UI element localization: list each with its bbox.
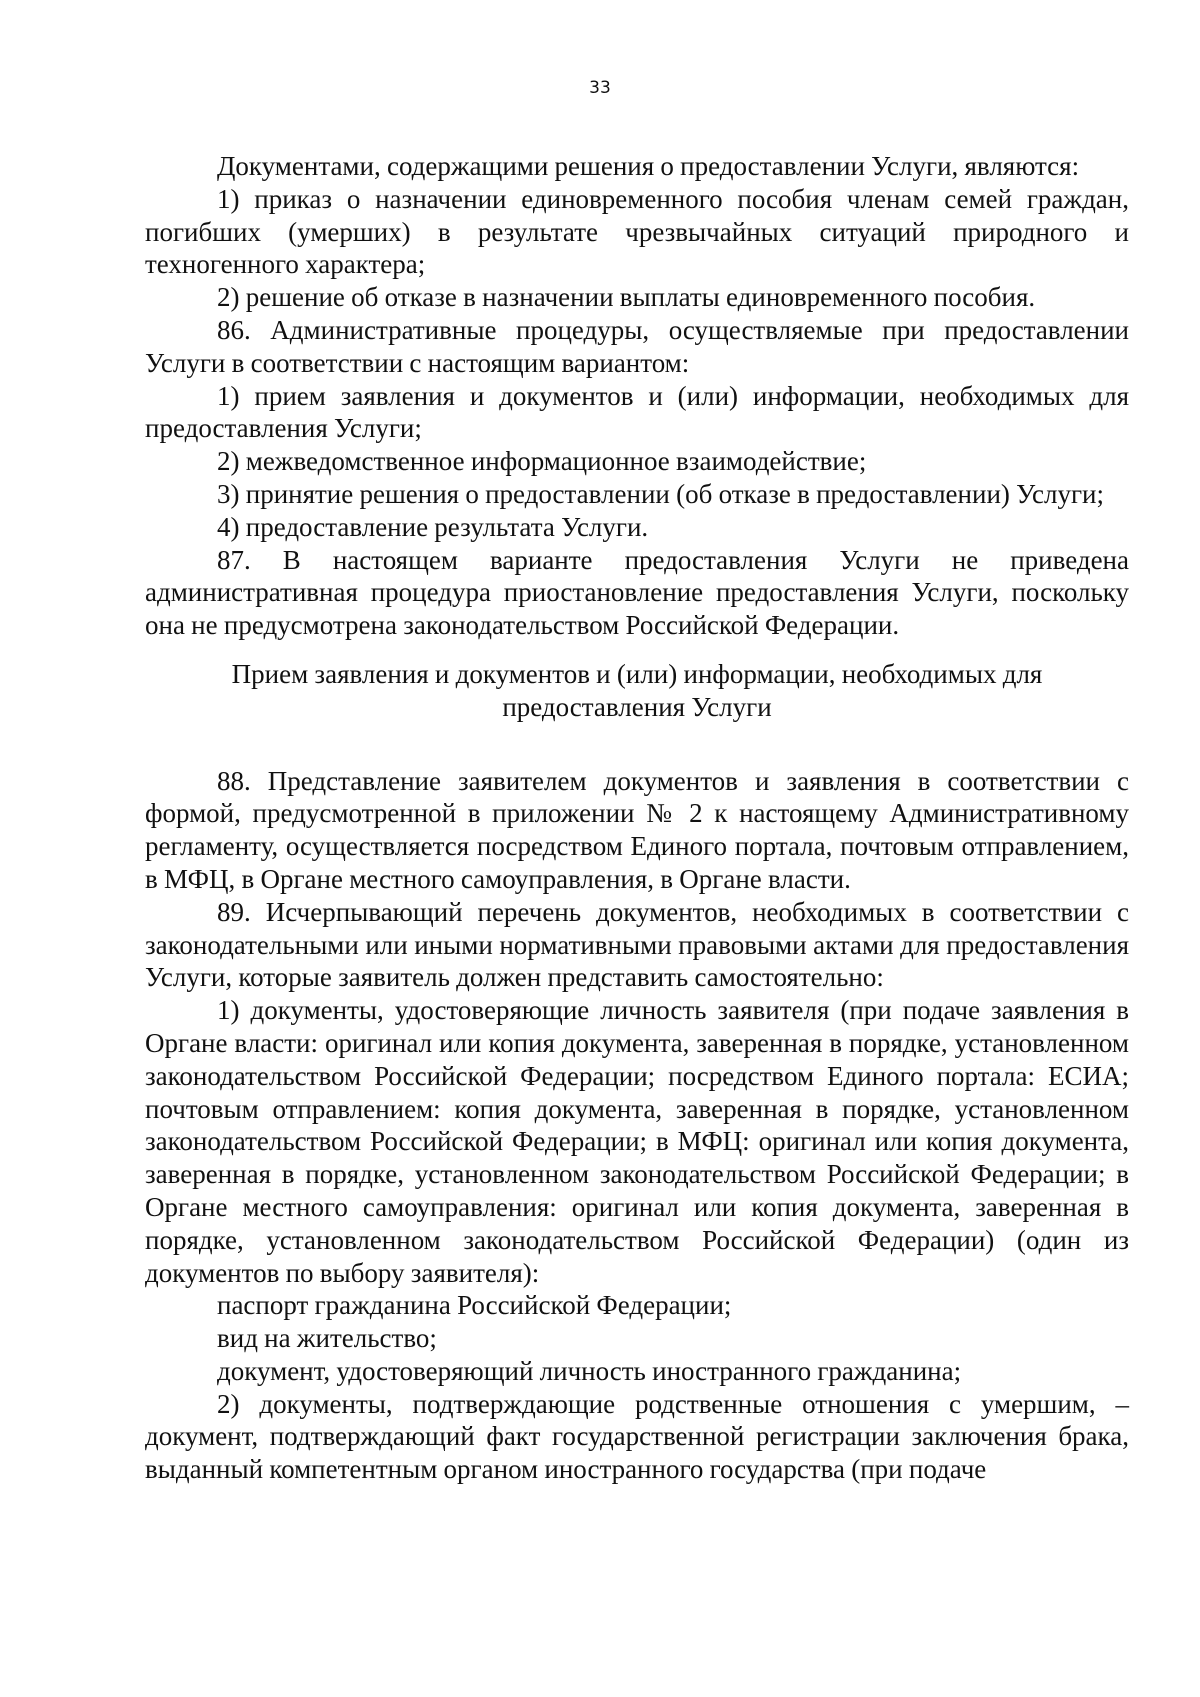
- paragraph-list-item: 2) документы, подтверждающие родственные отношения с умершим, – документ, подтверждающий факт государственной регистрации заключения брака, выданный компетентным органом иностранного государства (при подаче: [145, 1388, 1129, 1485]
- paragraph-list-item: 1) приказ о назначении единовременного пособия членам семей граждан, погибших (умерших) в результате чрезвычайных ситуаций природного и техногенного характера;: [145, 183, 1129, 280]
- document-body: [145, 150, 1129, 1486]
- paragraph-88: 88. Представление заявителем документов и заявления в соответствии с формой, предусмотренной в приложении № 2 к настоящему Административному регламенту, осуществляется посредством Единого портала, почтовым отправлением, в МФЦ, в Органе местного самоуправления, в Органе власти.: [145, 765, 1129, 894]
- paragraph-list-item: 2) межведомственное информационное взаимодействие;: [217, 446, 867, 477]
- paragraph-list-item: 2) решение об отказе в назначении выплаты единовременного пособия.: [217, 282, 1036, 313]
- paragraph-list-item: 1) прием заявления и документов и (или) информации, необходимых для предоставления Услуги;: [145, 380, 1129, 444]
- paragraph-list-item: паспорт гражданина Российской Федерации;: [217, 1290, 732, 1321]
- section-heading: Прием заявления и документов и (или) информации, необходимых для предоставления Услуги: [231, 658, 1043, 722]
- paragraph-list-item: документ, удостоверяющий личность иностранного гражданина;: [217, 1355, 962, 1386]
- paragraph-86: 86. Административные процедуры, осуществляемые при предоставлении Услуги в соответствии с настоящим вариантом:: [145, 314, 1129, 378]
- page-number: 33: [589, 78, 611, 98]
- paragraph-list-item: 3) принятие решения о предоставлении (об отказе в предоставлении) Услуги;: [217, 478, 1104, 509]
- paragraph-87: 87. В настоящем варианте предоставления Услуги не приведена административная процедура приостановление предоставления Услуги, поскольку она не предусмотрена законодательством Российской Федерации.: [145, 544, 1129, 641]
- paragraph-list-item: 4) предоставление результата Услуги.: [217, 511, 649, 542]
- paragraph-89: 89. Исчерпывающий перечень документов, необходимых в соответствии с законодательными или иными нормативными правовыми актами для предоставления Услуги, которые заявитель должен представить самостоятельно:: [145, 896, 1129, 993]
- paragraph-list-item: вид на жительство;: [217, 1323, 437, 1354]
- paragraph-decision-documents: Документами, содержащими решения о предоставлении Услуги, являются:: [217, 151, 1080, 181]
- paragraph-list-item: 1) документы, удостоверяющие личность заявителя (при подаче заявления в Органе власти: оригинал или копия документа, заверенная в порядке, установленном законодательством Российской Федерации; посредством Единого портала: ЕСИА; почтовым отправлением: копия документа, заверенная в порядке, установленном законодательством Российской Федерации; в МФЦ: оригинал или копия документа, заверенная в порядке, установленном законодательством Российской Федерации; в Органе местного самоуправления: оригинал или копия документа, заверенная в порядке, установленном законодательством Российской Федерации) (один из документов по выбору заявителя):: [145, 995, 1129, 1288]
